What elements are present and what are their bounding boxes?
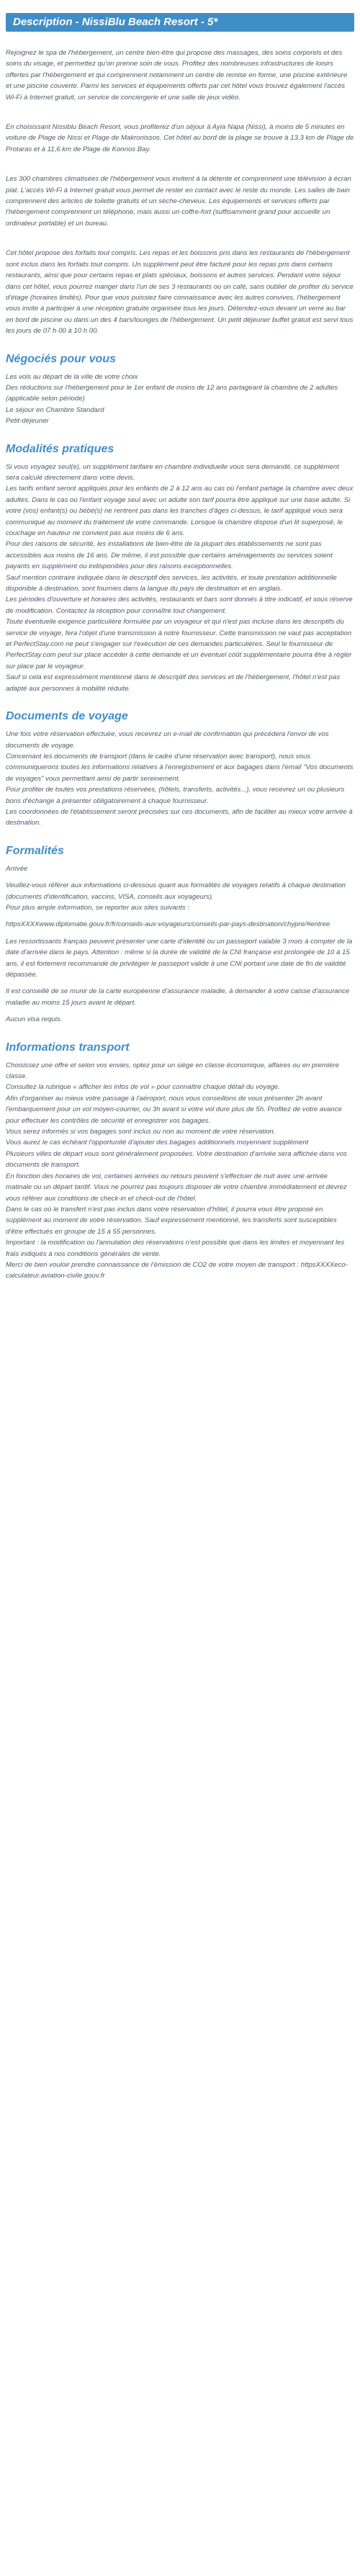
section-heading-formalites: Formalités — [6, 844, 64, 857]
section-text-negocies: Les vols au départ de la ville de votre choix Des réductions sur l'hébergement pour le 1er enfant de moins de 12 ans partageant la chambre de 2 adultes (applicable selon période) Le séjour en Chambre Standard Petit-déjeuner — [6, 372, 338, 426]
section-text-formalites-link: httpsXXXXwww.diplomatie.gouv.fr/fr/conseils-aux-voyageurs/conseils-par-pays-destination/chypre/#entree — [6, 920, 330, 929]
content — [0, 32, 360, 1282]
section-text-modalites: Si vous voyagez seul(e), un supplément tarifaire en chambre individuelle vous sera demandé, ce supplément sera calculé directement dans votre devis. Les tarifs enfant seront appliqués pour les enfants de 2 à 12 ans au cas où l'enfant partage la chambre avec deux adultes. Dans le cas où l'enfant voyage seul avec un adulte son tarif pourra être appliqué sur une base adulte. Si votre (vos) enfant(s) ou bébé(s) ne rentrent pas dans les tranches d'âges ci-dessus, le tarif appliqué vous sera communiqué au moment du traitement de votre commande. Lorsque la chambre dispose d'un lit superposé, le couchage en hauteur ne convient pas aux moins de 6 ans. Pour des raisons de sécurité, les installations de bien-être de la plupart des établissements ne sont pas accessibles aux moins de 16 ans. De même, il est possible que certains aménagements ou services soient payants en supplément ou indisponibles pour des raisons exceptionnelles. Sauf mention contraire indiquée dans le descriptif des services, les activités, et toute prestation additionnelle disponible à destination, sont fournies dans la langue du pays de destination et en anglais. Les périodes d'ouverture et horaires des activités, restaurants et bars sont donnés à titre indicatif, et sous réserve de modification. Contactez la réception pour connaître tout changement. Toute éventuelle exigence particulière formulée par un voyageur et qui n'est pas incluse dans les descriptifs du service de voyage, fera l'objet d'une transmission à notre fournisseur. Cette transmission ne vaut pas acceptation et PerfectStay.com ne peut s'engager sur l'exécution de ces demandes particulières. Seul le fournisseur de PerfectStay.com peut sur place accéder à cette demande et un éventuel coût supplémentaire pourra être à régler sur place par le voyageur. Sauf si cela est expressément mentionné dans le descriptif des services et de l'hébergement, l'hôtel n'est pas adapté aux personnes à mobilité réduite. — [6, 462, 354, 693]
section-heading-documents: Documents de voyage — [6, 710, 128, 723]
page-title: Description - NissiBlu Beach Resort - 5* — [6, 13, 354, 32]
section-text-formalites-visa: Aucun visa requis. — [6, 1015, 63, 1024]
intro-paragraph: Rejoignez le spa de l'hébergement, un centre bien-être qui propose des massages, des soins corporels et des soins du visage, et permettez qu'on prenne soin de vous. Profitez des nombreuses infrastructures de loisirs offertes par l'hébergement et qui comprennent notamment un centre de remise en forme, une piscine extérieure et une piscine couverte. Parmi les services et équipements offerts par cet hôtel vous trouvez également l'accès Wi-Fi à Internet gratuit, un service de conciergerie et une salle de jeux vidéo. — [6, 49, 348, 102]
page — [0, 13, 360, 1282]
section-text-formalites-refer: Veuillez-vous référer aux informations ci-dessous quant aux formalités de voyages relatifs à chaque destination (documents d'identification, vaccins, VISA, conseils aux voyageurs). Pour plus ample information, se reporter aux sites suivants : — [6, 881, 346, 912]
section-text-formalites-health: Il est conseillé de se munir de la carte européenne d'assurance maladie, à demander à votre caisse d'assurance maladie au moins 15 jours avant le départ. — [6, 987, 350, 1007]
section-text-transport: Choisissez une offre et selon vos envies, optez pour un siège en classe économique, affaires ou en première classe. Consultez la rubrique « afficher les infos de vol » pour connaître chaque détail du voyage. Afin d'organiser au mieux votre passage à l'aéroport, nous vous conseillons de vous présenter 2h avant l'embarquement pour un vol moyen-courrier, ou 3h avant si votre vol dure plus de 5h. Profitez de votre avance pour effectuer les contrôles de sécurité et enregistrer vos bagages. Vous serez informés si vos bagages sont inclus ou non au moment de votre réservation. Vous aurez le cas échéant l'opportunité d'ajouter des bagages additionnels moyennant supplément Plusieurs villes de départ vous sont généralement proposées. Votre destination d'arrivée sera affichée dans vos documents de transport. En fonction des horaires de vol, certaines arrivées ou retours peuvent s'effectuer de nuit avec une arrivée matinale ou un départ tardif. Vous ne pourrez pas toujours disposer de votre chambre immédiatement et devrez vous référer aux conditions de check-in et check-out de l'hôtel. Dans le cas où le transfert n'est pas inclus dans votre réservation d'hôtel, il pourra vous être proposé en supplément au moment de votre réservation. Sauf expressément mentionné, les transferts sont susceptibles d'être effectués en groupe de 15 à 55 personnes. Important : la modification ou l'annulation des réservations n'est possible que dans les limites et moyennant les frais indiqués à nos conditions générales de vente. Merci de bien vouloir prendre connaissance de l'émission de CO2 de votre moyen de transport : httpsXXXXeco-calculateur.aviation-civile.gouv.fr — [6, 1061, 348, 1280]
section-heading-modalites: Modalités pratiques — [6, 442, 114, 455]
section-text-formalites-arrivee: Arrivée — [6, 864, 28, 873]
section-heading-transport: Informations transport — [6, 1041, 130, 1054]
intro-paragraph: Cet hôtel propose des forfaits tout compris. Les repas et les boissons pris dans les restaurants de l'hébergement sont inclus dans les forfaits tout compris. Un supplément peut être facturé pour les repas pris dans certains restaurants, ainsi que pour certains repas et plats spéciaux, boissons et autres services. Pendant votre séjour dans cet hôtel, vous pourrez manger dans l'un de ses 3 restaurants ou un café, sans oublier de profiter du service d'étage (horaires limités). Pour que vous puissiez faire connaissance avec les autres convives, l'hébergement vous invite à participer à une réception gratuite organisée tous les jours. Détendez-vous devant un verre au bar en bord de piscine ou dans un des 4 bars/lounges de l'hébergement. Un petit déjeuner buffet gratuit est servi tous les jours de 07 h 00 à 10 h 00. — [6, 249, 354, 336]
section-text-documents: Une fois votre réservation effectuée, vous recevrez un e-mail de confirmation qui précédera l'envoi de vos documents de voyage. Concernant les documents de transport (dans le cadre d'une réservation avec transport), nous vous communiquerons toutes les informations relatives à l'enregistrement et aux bagages dans l'email "Vos documents de voyages" vous permettant ainsi de partir sereinement. Pour profiter de toutes vos prestations réservées, (hôtels, transferts, activités...), vous recevrez un ou plusieurs bons d'échange à présenter obligatoirement à chaque fournisseur. Les coordonnées de l'établissement seront précisées sur ces documents, afin de faciliter au mieux votre arrivée à destination. — [6, 730, 354, 827]
intro-paragraph: En choisissant Nissiblu Beach Resort, vous profiterez d'un séjour à Ayia Napa (Nissi), à moins de 5 minutes en voiture de Plage de Nissi et Plage de Makronissos. Cet hôtel au bord de la plage se trouve à 13,3 km de Plage de Protaras et à 11,6 km de Plage de Konnos Bay. — [6, 123, 354, 153]
intro-paragraph: Les 300 chambres climatisées de l'hébergement vous invitent à la détente et comprennent une télévision à écran plat. L'accès Wi-Fi à Internet gratuit vous permet de rester en contact avec le reste du monde. Les salles de bain comprennent des articles de toilette gratuits et un sèche-cheveux. Les équipements et services offerts par l'hébergement comprennent un téléphone, mais aussi un coffre-fort (suffisamment grand pour accueillir un ordinateur portable) et un bureau. — [6, 175, 351, 228]
section-heading-negocies: Négociés pour vous — [6, 352, 116, 365]
section-text-formalites-id: Les ressortissants français peuvent présenter une carte d'identité ou un passeport valable 3 mois à compter de la date d'arrivée dans le pays. Attention : même si la durée de validité de la CNI française est prolongée de 10 à 15 ans, il est fortement recommandé de privilégier le passeport valide à une CNI portant une date de fin de validité dépassée. — [6, 937, 353, 979]
